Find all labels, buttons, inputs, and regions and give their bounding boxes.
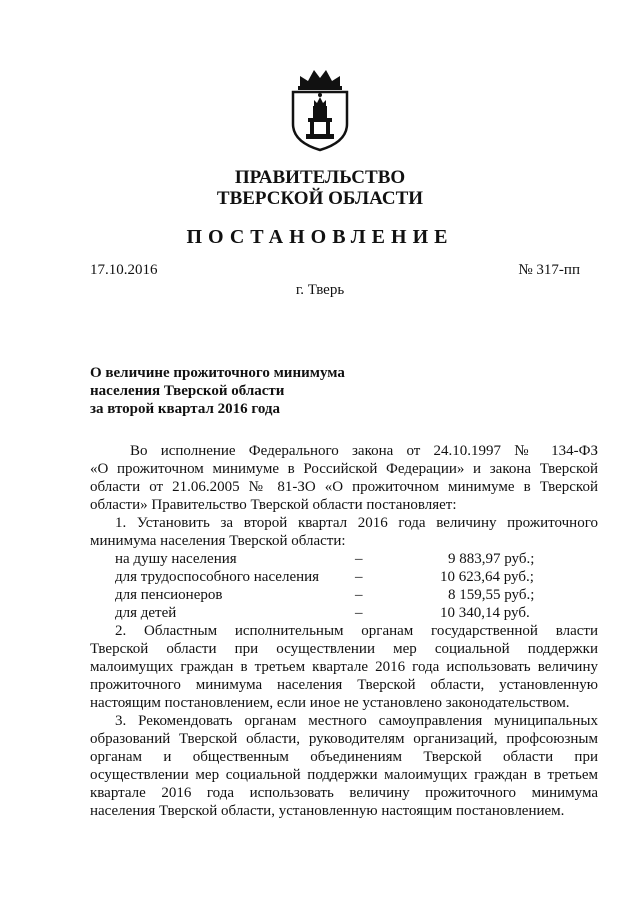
- minimum-value: 8 159,55 руб.;: [448, 587, 535, 603]
- text-line: органам и общественным объединениям Тверской области при: [90, 749, 598, 765]
- text-line: образований Тверской области, руководителям организаций, профсоюзным: [90, 731, 598, 747]
- minimum-row: [90, 604, 598, 622]
- minimum-label: для пенсионеров: [115, 587, 223, 603]
- text-line: 2. Областным исполнительным органам государственной власти: [115, 623, 598, 639]
- minimum-value: 10 623,64 руб.;: [440, 569, 534, 585]
- document-body: [90, 442, 598, 820]
- text-line: квартале 2016 года использовать величину прожиточного минимума: [90, 785, 598, 801]
- text-line: населения Тверской области, установленную настоящим постановлением.: [90, 803, 565, 819]
- minimum-row: [90, 586, 598, 604]
- text-line: настоящим постановлением, если иное не установлено законодательством.: [90, 695, 570, 711]
- text-line: прожиточного минимума населения Тверской области, установленную: [90, 677, 598, 693]
- minimum-label: на душу населения: [115, 551, 237, 567]
- minimum-dash: –: [355, 551, 363, 567]
- document-type: ПОСТАНОВЛЕНИЕ: [186, 226, 454, 248]
- text-line: Во исполнение Федерального закона от 24.10.1997 № 134-ФЗ: [130, 443, 598, 459]
- minimum-dash: –: [355, 605, 363, 621]
- minimum-value: 10 340,14 руб.: [440, 605, 530, 621]
- government-title-line2: ТВЕРСКОЙ ОБЛАСТИ: [216, 188, 424, 209]
- document-date: 17.10.2016: [90, 262, 158, 278]
- document-city: г. Тверь: [295, 282, 345, 298]
- document-title: [90, 364, 345, 418]
- paragraph-intro: [90, 442, 598, 514]
- minimum-label: для трудоспособного населения: [115, 569, 320, 585]
- text-line: 1. Установить за второй квартал 2016 года величину прожиточного: [115, 515, 598, 531]
- document-number: № 317-пп: [518, 262, 580, 278]
- minimum-row: [90, 550, 598, 568]
- minimum-label: для детей: [115, 605, 177, 621]
- title-line: населения Тверской области: [90, 383, 285, 399]
- text-line: минимума населения Тверской области:: [90, 533, 346, 549]
- minimum-row: [90, 568, 598, 586]
- title-line: за второй квартал 2016 года: [90, 401, 280, 417]
- paragraph-1: [90, 514, 598, 550]
- paragraph-3: [90, 712, 598, 820]
- minimum-dash: –: [355, 587, 363, 603]
- text-line: малоимущих граждан в третьем квартале 2016 года использовать величину: [90, 659, 598, 675]
- minimum-dash: –: [355, 569, 363, 585]
- title-line: О величине прожиточного минимума: [90, 365, 345, 381]
- text-line: «О прожиточном минимуме в Российской Федерации» и закона Тверской: [90, 461, 598, 477]
- paragraph-2: [90, 622, 598, 712]
- text-line: осуществлении мер социальной поддержки малоимущих граждан в третьем: [90, 767, 598, 783]
- text-line: Тверской области при осуществлении мер социальной поддержки: [90, 641, 598, 657]
- text-line: 3. Рекомендовать органам местного самоуправления муниципальных: [115, 713, 598, 729]
- coat-of-arms-emblem: [286, 66, 354, 152]
- government-title-line1: ПРАВИТЕЛЬСТВО: [234, 167, 406, 188]
- minimum-table: [90, 550, 598, 622]
- minimum-value: 9 883,97 руб.;: [448, 551, 535, 567]
- text-line: области» Правительство Тверской области постановляет:: [90, 497, 457, 513]
- text-line: области от 21.06.2005 № 81-ЗО «О прожиточном минимуме в Тверской: [90, 479, 598, 495]
